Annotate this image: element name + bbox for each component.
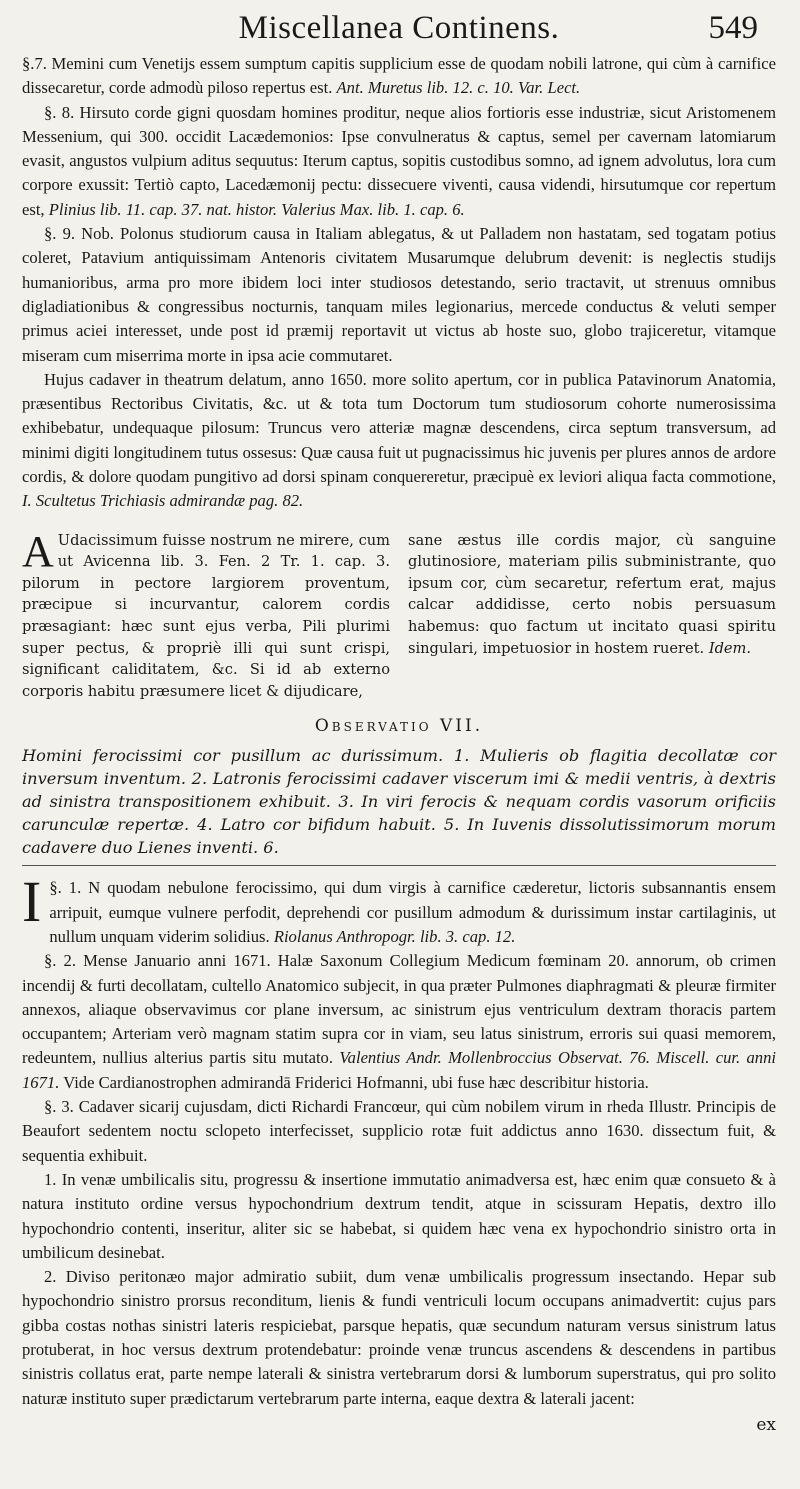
addendum-col-1: A Udacissimum fuisse nostrum ne mirere, cum ut Avicenna lib. 3. Fen. 2 Tr. 1. cap. 3. pilorum in pectore largiorem proventum, præcipue si incurvantur, calorem cordis præsagiant: hæc sunt ejus verba, Pili plurimi super pectus, & propriè illi qui sunt crispi, significant caliditatem, &c. Si id ab externo corporis habitu præsumere licet & dijudicare, bbox=[22, 526, 390, 700]
observation-summary: Homini ferocissimi cor pusillum ac durissimum. 1. Mulieris ob flagitia decollatæ cor inversum inventum. 2. Latronis ferocissimi cadaver viscerum imi & medii ventris, à dextris ad sinistra transpositionem exhibuit. 3. In viri ferocis & nequam cordis vasorum orificiis carunculæ repertæ. 4. Latro cor bifidum habuit. 5. In Iuvenis dissolutissimorum morum cadavere duo Lienes inventi. 6. bbox=[22, 744, 776, 866]
section-2: §. 2. Mense Januario anni 1671. Halæ Saxonum Collegium Medicum fœminam 20. annorum, ob crimen incendij & furti decollatam, cultello Anatomico subjecit, in qua præter Pulmones diaphragmati & pleuræ firmiter annexos, aliaque observavimus cor plane inversum, ac sinistrum ejus ventriculum dextram thoracis partem occupantem; Arteriam verò magnam statim supra cor in viam, seu latus sinistrum, erroris sui quasi memorem, redeuntem, nullius alterius partis situ mutato. Valentius Andr. Mollenbroccius Observat. 76. Miscell. cur. anni 1671. Vide Cardianostrophen admirandā Friderici Hofmanni, ubi fuse hæc describitur historia. bbox=[22, 951, 776, 1092]
page-number: 549 bbox=[708, 10, 758, 46]
section-3-item-1: 1. In venæ umbilicalis situ, progressu & insertione immutatio animadversa est, hæc enim quæ consueto & à natura instituto ordine versus hypochondrium dextrum tendit, atque in scissuram Hepatis, dextro illo hypochondrio contenti, inseritur, aliter sic se habebat, si quidem hæc vena ex hypochondrio sinistro orta in umbilicum desinebat. bbox=[22, 1169, 776, 1262]
paragraph-7: §.7. Memini cum Venetijs essem sumptum capitis supplicium esse de quodam nobili latrone, qui cùm à carnifice dissecaretur, corde admodù piloso repertus est. Ant. Muretus lib. 12. c. 10. Var. Lect. bbox=[22, 54, 776, 98]
citation: Idem. bbox=[708, 639, 752, 657]
observation-sections bbox=[22, 869, 776, 1411]
section-mark: §. 1. bbox=[49, 878, 82, 898]
running-title: Miscellanea Continens. bbox=[238, 10, 560, 46]
addendum-two-column bbox=[22, 526, 776, 703]
paragraph-9: §. 9. Nob. Polonus studiorum causa in Italiam ablegatus, & ut Palladem non hastatam, sed togatam potius coleret, Patavium antiquissimam Antenoris civitatem Musarumque delubrum devenit: is neglectis studijs humanioribus, arma pro more ibidem loci inter studiosos detestando, serio tractavit, ut strenuus omnibus digladiationibus & congressibus nocturnis, tanquam miles legionarius, mercede conductus & veluti semper primus aciei interesset, unde post id præmij reportavit ut victus ab hoste suo, globo trajiceretur, vitamque miseram cum miserrima morte in ipsa acie commutaret. bbox=[22, 224, 776, 365]
catchword: ex bbox=[756, 1414, 776, 1435]
citation: Plinius lib. 11. cap. 37. nat. histor. Valerius Max. lib. 1. cap. 6. bbox=[48, 199, 465, 219]
citation: Ant. Muretus lib. 12. c. 10. Var. Lect. bbox=[336, 78, 581, 98]
addendum-col-2: sane æstus ille cordis major, cù sanguine glutinosiore, materiam pilis subministrante, quo ipsum cor, cùm secaretur, refertum erat, majus calcar addidisse, certo nobis persuasum habemus: quo factum ut incitato quasi spiritu singulari, impetuosior in hostem rueret. Idem. bbox=[408, 531, 776, 657]
citation: Valentius Andr. Mollenbroccius Observat. 76. Miscell. cur. anni 1671. bbox=[22, 1048, 776, 1092]
initial-letter: I bbox=[22, 869, 42, 935]
section-3: §. 3. Cadaver sicarij cujusdam, dicti Richardi Francœur, qui cùm nobilem virum in rheda Illustr. Principis de Beaufort sedentem noctu sclopeto interfecisset, supplicio rotæ fuit addictus anno 1630. dissectum fuit, & sequentia exhibuit. bbox=[22, 1097, 776, 1165]
observation-heading: Observatio VII. bbox=[314, 716, 484, 737]
citation: Riolanus Anthropogr. lib. 3. cap. 12. bbox=[273, 926, 516, 946]
paragraph-cadaver: Hujus cadaver in theatrum delatum, anno 1650. more solito apertum, cor in publica Patavinorum Anatomia, præsentibus Rectoribus Civitatis, &c. ut & tota tum Doctorum tum studiosorum cohorte numerosissima exhibebatur, undequaque pilosum: Truncus vero atteriæ magnæ descendens, circa septum transversum, ad minimi digiti longitudinem tutus ossesus: Quæ causa fuit ut pugnacissimus hic juvenis per plures annos de ardore cordis, & dolore quodam pungitivo ad dorsi spinam conquereretur, præcipuè ex leviori aliqua facta commotione, I. Scultetus Trichiasis admirandæ pag. 82. bbox=[22, 369, 776, 511]
section-3-item-2: 2. Diviso peritonæo major admiratio subiit, dum venæ umbilicalis progressum insectando. Hepar sub hypochondrio sinistro prorsus reconditum, lienis & fundi ventriculi locum occupans animadvertit: cujus pars gibba costas nothas sinistri lateris respiciebat, parsque hepatis, quæ secundum naturam versus sinistrum latus protuberat, in hoc versus dextrum protendebatur: proinde venæ truncus ascendens & descendens in partibus sinistris collatus erat, parte nempe laterali & sinistra vertebrarum dorsi & lumborum superstratus, qui pro solito naturæ instituto super prædictarum vertebrarum parte interna, eaque dextra & laterali jacent: bbox=[22, 1267, 776, 1408]
section-1: §. 1. I N quodam nebulone ferocissimo, qui dum virgis à carnifice cæderetur, lictoris subsannantis ensem arripuit, eumque vulnere perfodit, deprehendi cor pusillum admodum & durissimum instar cartilaginis, ut nullum unquam viderim solidius. Riolanus Anthropogr. lib. 3. cap. 12. bbox=[22, 869, 776, 946]
paragraph-8: §. 8. Hirsuto corde gigni quosdam homines proditur, neque alios fortioris esse industriæ, sicut Aristomenem Messenium, qui 300. occidit Lacædemonios: Ipse convulneratus & captus, semel per cavernam latomiarum evasit, angustos vulpium aditus sequutus: Iterum captus, sopitis custodibus somno, ad ignem advolutus, lora cum corpore exussit: Tertiò capto, Lacedæmonij pectu: dissecuere viventi, causa videndi, hirsutumque cor repertum est, Plinius lib. 11. cap. 37. nat. histor. Valerius Max. lib. 1. cap. 6. bbox=[22, 102, 776, 219]
drop-cap: A bbox=[22, 526, 54, 576]
citation: I. Scultetus Trichiasis admirandæ pag. 82. bbox=[22, 491, 304, 511]
page-header bbox=[22, 0, 776, 52]
top-paragraphs bbox=[22, 52, 776, 514]
